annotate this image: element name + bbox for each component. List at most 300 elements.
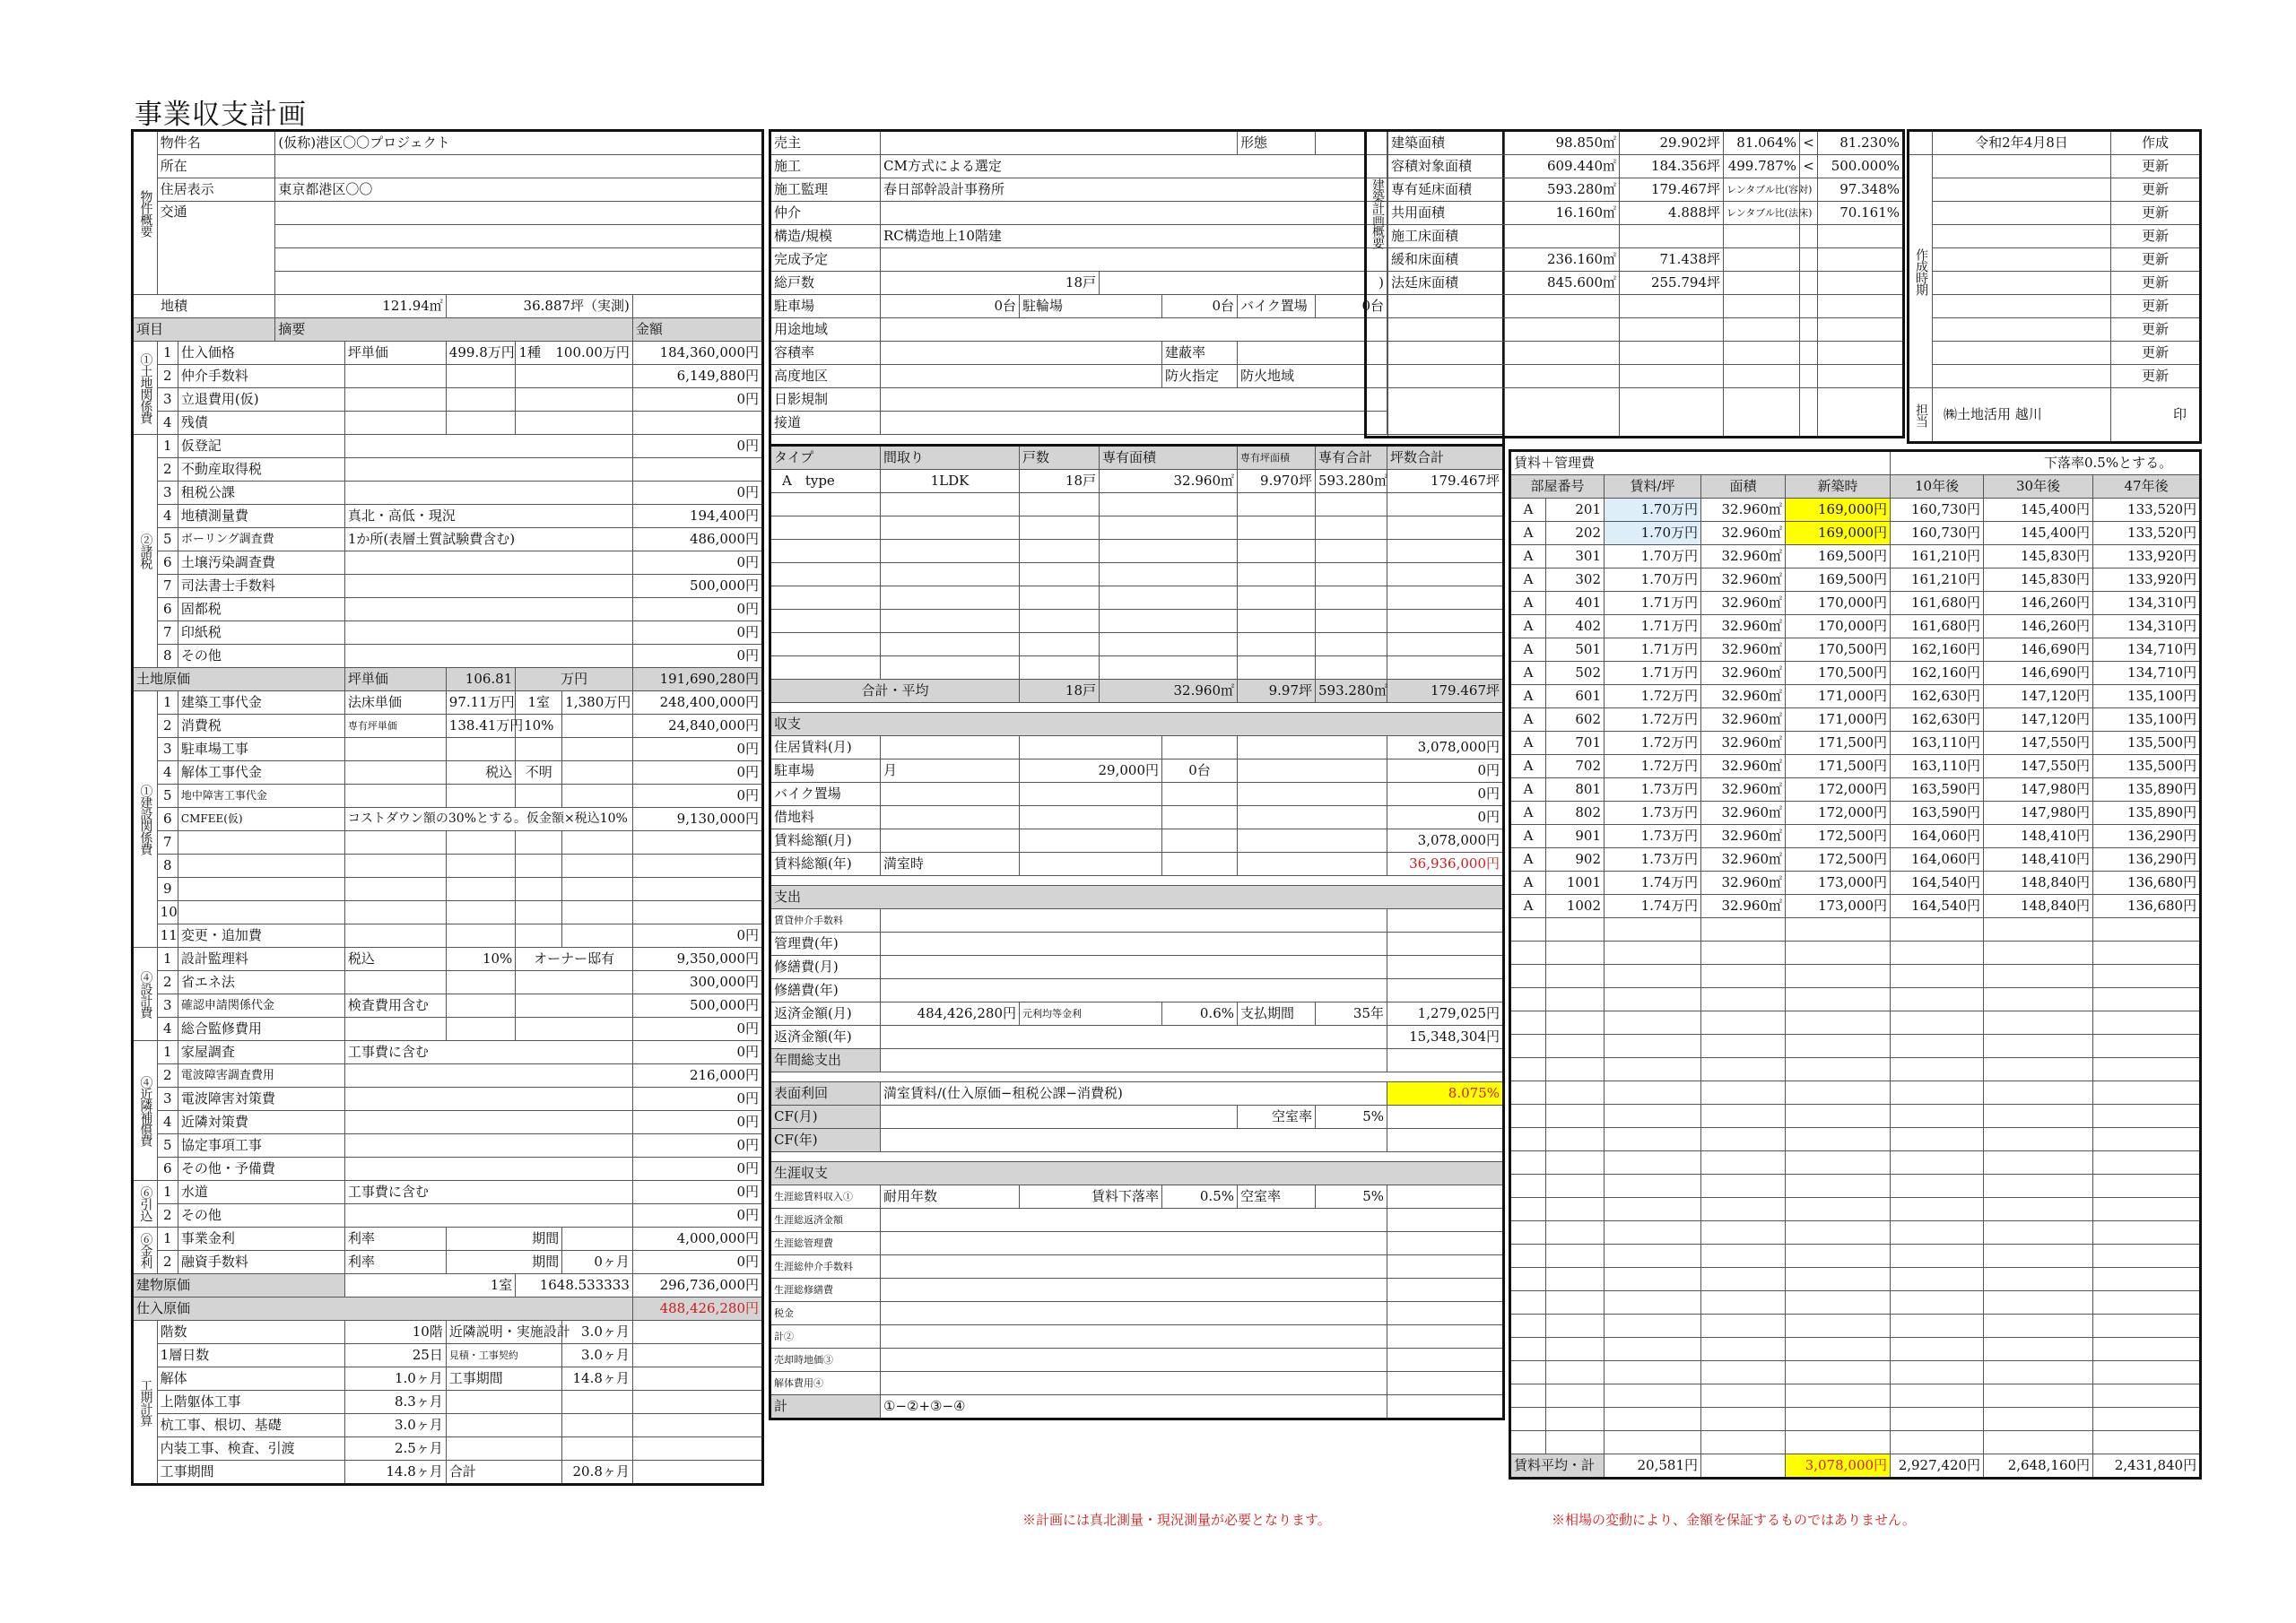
rent-new: 173,000円	[1786, 872, 1891, 895]
repay-year-amount: 15,348,304円	[1387, 1026, 1504, 1049]
empty	[1701, 1058, 1786, 1081]
cost-row	[133, 388, 763, 412]
row-amount: 0円	[632, 785, 762, 808]
empty	[1020, 516, 1100, 540]
empty	[1510, 1128, 1546, 1151]
rent-47y: 133,920円	[2093, 545, 2201, 568]
transport-value	[275, 202, 763, 225]
empty	[881, 1255, 1387, 1279]
row-memo	[344, 621, 632, 645]
building-limit	[1818, 248, 1904, 272]
empty	[1701, 1315, 1786, 1338]
row-memo	[344, 1134, 632, 1158]
type-head: タイプ	[770, 446, 881, 470]
head-item: 項目	[133, 318, 275, 342]
schedule-value: 1.0ヶ月	[344, 1367, 446, 1391]
row-name: 仕入価格	[178, 342, 344, 365]
row-amount: 0円	[632, 1251, 762, 1274]
empty	[1510, 942, 1546, 965]
empty	[1701, 942, 1786, 965]
empty	[1984, 1245, 2093, 1268]
empty	[1366, 295, 1388, 318]
owner-value: ㈱土地活用 越川	[1933, 388, 2111, 443]
rent-per-tsubo: 1.73万円	[1605, 778, 1701, 802]
row-no: 3	[157, 738, 178, 761]
empty	[881, 1302, 1387, 1325]
life-item: 売却時地価③	[770, 1349, 881, 1372]
empty	[1387, 1279, 1504, 1302]
rent-row	[1510, 778, 2201, 802]
building-m2: 845.600㎡	[1505, 272, 1620, 295]
building-row	[1366, 248, 1904, 272]
rent-30y: 145,830円	[1984, 545, 2093, 568]
rent-area: 32.960㎡	[1701, 778, 1786, 802]
expense-row	[770, 933, 1504, 956]
schedule-value: 10階	[344, 1321, 446, 1344]
rent-room: 301	[1546, 545, 1605, 568]
cost-row	[133, 598, 763, 621]
empty	[1316, 540, 1387, 563]
address-label: 住居表示	[157, 178, 275, 202]
row-no: 1	[157, 1041, 178, 1064]
form-label: 形態	[1238, 131, 1316, 155]
schedule-item2	[446, 1391, 562, 1414]
rent-47y: 134,310円	[2093, 615, 2201, 638]
row-amount: 24,840,000円	[632, 715, 762, 738]
row-memo2	[446, 412, 515, 435]
row-no: 8	[157, 855, 178, 878]
name-label: 物件名	[157, 131, 275, 155]
vacancy-label: 空室率	[1238, 1106, 1316, 1129]
row-memo2	[446, 994, 515, 1018]
schedule-value2: 3.0ヶ月	[562, 1344, 633, 1367]
cost-row	[133, 505, 763, 528]
bcr-label: 建蔽率	[1162, 342, 1238, 365]
empty	[1701, 1431, 1786, 1454]
bicycle-value: 0台	[1162, 295, 1238, 318]
empty	[1546, 942, 1605, 965]
row-no: 8	[157, 645, 178, 668]
rent-10y: 163,590円	[1891, 778, 1984, 802]
empty	[1891, 1035, 1984, 1058]
empty	[1546, 1221, 1605, 1245]
rent-47y: 135,100円	[2093, 708, 2201, 732]
row-amount: 0円	[632, 551, 762, 575]
empty	[770, 633, 881, 656]
rent-head: 47年後	[2093, 475, 2201, 499]
empty	[1546, 1431, 1605, 1454]
rent-room: 302	[1546, 568, 1605, 592]
building-op	[1800, 225, 1818, 248]
rent-room: 701	[1546, 732, 1605, 755]
expense-item: 賃貸仲介手数料	[770, 909, 881, 933]
type-head: 専有合計	[1316, 446, 1387, 470]
row-amount	[632, 855, 762, 878]
note-survey: ※計画には真北測量・現況測量が必要となります。	[1022, 1512, 1331, 1528]
cost-row	[133, 924, 763, 948]
row-memo4: 1,380万円	[562, 691, 633, 715]
income-count	[1162, 853, 1238, 876]
row-no: 2	[157, 1251, 178, 1274]
row-name: 地積測量費	[178, 505, 344, 528]
empty	[1891, 1384, 1984, 1408]
rent-area: 32.960㎡	[1701, 638, 1786, 662]
building-m2: 609.440㎡	[1505, 155, 1620, 178]
empty	[2093, 918, 2201, 942]
empty	[2093, 1198, 2201, 1221]
empty	[1786, 1058, 1891, 1081]
rent-type: A	[1510, 662, 1546, 685]
schedule-value2	[562, 1414, 633, 1437]
row-memo3	[516, 785, 562, 808]
row-name: 残債	[178, 412, 344, 435]
land-m2: 121.94㎡	[275, 295, 446, 318]
row-memo: 坪単価	[344, 342, 446, 365]
section-label: ②諸税	[133, 435, 158, 668]
empty	[1546, 918, 1605, 942]
rent-row	[1510, 872, 2201, 895]
cost-row	[133, 715, 763, 738]
building-item: 容積対象面積	[1388, 155, 1505, 178]
cost-row	[133, 878, 763, 901]
empty	[1387, 1302, 1504, 1325]
cost-row	[133, 1111, 763, 1134]
row-no: 6	[157, 551, 178, 575]
rent-type: A	[1510, 568, 1546, 592]
row-no: 5	[157, 785, 178, 808]
empty	[1909, 131, 1933, 155]
repay-month-label: 返済金額(月)	[770, 1002, 881, 1026]
empty	[1387, 979, 1504, 1002]
cost-row	[133, 901, 763, 924]
update-date	[1933, 295, 2111, 318]
empty	[1605, 1361, 1701, 1384]
life-row	[770, 1255, 1504, 1279]
section-label: ⑥金利	[133, 1228, 158, 1274]
empty	[1786, 1245, 1891, 1268]
rent-30y: 148,840円	[1984, 872, 2093, 895]
owner-label: 担当	[1909, 388, 1933, 443]
row-memo4	[562, 785, 633, 808]
rent-row	[1510, 662, 2201, 685]
rent-new: 172,500円	[1786, 848, 1891, 872]
building-limit	[1818, 225, 1904, 248]
empty	[2093, 1408, 2201, 1431]
rent-per-tsubo: 1.74万円	[1605, 895, 1701, 918]
transport-label: 交通	[157, 202, 275, 295]
row-memo3	[516, 971, 633, 994]
empty	[770, 493, 881, 516]
empty	[1238, 656, 1316, 680]
empty	[1100, 563, 1238, 586]
schedule-item: 上階躯体工事	[157, 1391, 344, 1414]
empty	[1786, 918, 1891, 942]
empty	[1510, 1035, 1546, 1058]
row-name	[178, 831, 344, 855]
row-name: 固都税	[178, 598, 344, 621]
row-memo2	[446, 878, 515, 901]
empty	[1891, 1338, 1984, 1361]
row-amount: 500,000円	[632, 994, 762, 1018]
rent-head: 部屋番号	[1510, 475, 1605, 499]
empty	[881, 1325, 1387, 1349]
rent-area: 32.960㎡	[1701, 872, 1786, 895]
income-memo: 月	[881, 759, 1020, 783]
expense-row	[770, 979, 1504, 1002]
empty	[1724, 342, 1800, 365]
empty	[1984, 1081, 2093, 1105]
rent-30y: 145,400円	[1984, 522, 2093, 545]
income-row	[770, 759, 1504, 783]
rent-room: 1002	[1546, 895, 1605, 918]
rent-row	[1510, 755, 2201, 778]
empty	[1800, 295, 1818, 318]
empty	[881, 516, 1020, 540]
life-total-label: 計	[770, 1395, 881, 1419]
empty	[1891, 1245, 1984, 1268]
rent-label: 賃料＋管理費	[1510, 451, 1891, 475]
empty	[770, 656, 881, 680]
update-date	[1933, 225, 2111, 248]
empty	[1387, 586, 1504, 610]
empty	[632, 1414, 762, 1437]
row-memo: 1か所(表層土質試験費含む)	[344, 528, 632, 551]
empty	[1546, 1081, 1605, 1105]
type-cell: 593.280㎡	[1316, 470, 1387, 493]
row-name: その他	[178, 1204, 344, 1228]
empty	[1800, 318, 1818, 342]
row-name	[178, 855, 344, 878]
empty	[1701, 1198, 1786, 1221]
building-item: 専有延床面積	[1388, 178, 1505, 202]
income-value	[1020, 783, 1162, 806]
empty	[2093, 1315, 2201, 1338]
cost-table	[131, 129, 764, 1486]
empty	[1316, 493, 1387, 516]
row-name: 駐車場工事	[178, 738, 344, 761]
empty	[1786, 1175, 1891, 1198]
info-value	[881, 248, 1387, 272]
empty	[1891, 1408, 1984, 1431]
row-memo3: 100.00万円	[516, 342, 633, 365]
empty	[1238, 736, 1387, 759]
row-memo3: 0ヶ月	[562, 1251, 633, 1274]
empty	[1238, 829, 1387, 853]
row-memo	[344, 1088, 632, 1111]
empty	[2093, 942, 2201, 965]
income-item: 借地料	[770, 806, 881, 829]
empty	[1505, 388, 1620, 438]
row-no: 3	[157, 994, 178, 1018]
row-no: 2	[157, 458, 178, 482]
empty	[1546, 1408, 1605, 1431]
rent-10y: 162,160円	[1891, 662, 1984, 685]
row-name: 電波障害対策費	[178, 1088, 344, 1111]
empty	[881, 540, 1020, 563]
empty	[1786, 1431, 1891, 1454]
empty	[1387, 1395, 1504, 1419]
cost-row	[133, 365, 763, 388]
empty	[1546, 1011, 1605, 1035]
empty	[1387, 1106, 1504, 1129]
row-memo4	[562, 831, 633, 855]
empty	[881, 1349, 1387, 1372]
vac-label: 空室率	[1238, 1185, 1316, 1209]
info-value: CM方式による選定	[881, 155, 1387, 178]
row-memo2	[446, 738, 515, 761]
empty	[632, 1321, 762, 1344]
empty	[881, 610, 1020, 633]
repay-month-amount: 1,279,025円	[1387, 1002, 1504, 1026]
row-no: 2	[157, 1064, 178, 1088]
empty	[1701, 1081, 1786, 1105]
updated-label: 更新	[2111, 318, 2201, 342]
empty	[881, 1049, 1387, 1072]
row-no: 10	[157, 901, 178, 924]
empty	[1387, 909, 1504, 933]
rent-row	[1510, 638, 2201, 662]
rent-per-tsubo: 1.72万円	[1605, 755, 1701, 778]
empty	[1701, 1291, 1786, 1315]
vacancy-value: 5%	[1316, 1106, 1387, 1129]
cf-year-label: CF(年)	[770, 1129, 881, 1152]
row-memo3	[516, 924, 562, 948]
row-amount: 0円	[632, 1181, 762, 1204]
empty	[1724, 295, 1800, 318]
row-name: 変更・追加費	[178, 924, 344, 948]
rent-head: 10年後	[1891, 475, 1984, 499]
expense-label: 支出	[770, 886, 1504, 909]
updated-label: 更新	[2111, 248, 2201, 272]
row-name: 水道	[178, 1181, 344, 1204]
empty	[2093, 1011, 2201, 1035]
rent-new: 170,000円	[1786, 592, 1891, 615]
rent-type: A	[1510, 499, 1546, 522]
empty	[1605, 1035, 1701, 1058]
far-label: 容積率	[770, 342, 881, 365]
yield-label: 表面利回	[770, 1082, 881, 1106]
row-memo	[344, 1018, 446, 1041]
row-name: その他・予備費	[178, 1158, 344, 1181]
empty	[1238, 540, 1316, 563]
income-item: バイク置場	[770, 783, 881, 806]
seller-label: 売主	[770, 131, 881, 155]
empty	[1701, 1011, 1786, 1035]
cost-row	[133, 785, 763, 808]
row-no: 5	[157, 528, 178, 551]
cost-row	[133, 1251, 763, 1274]
rent-per-tsubo: 1.72万円	[1605, 685, 1701, 708]
period-label: 工事期間	[157, 1461, 344, 1485]
empty	[1388, 295, 1505, 318]
bike-value: 0台	[1316, 295, 1387, 318]
head-amount: 金額	[632, 318, 762, 342]
row-memo	[344, 855, 446, 878]
schedule-row	[133, 1437, 763, 1461]
schedule-item2: 近隣説明・実施設計	[446, 1321, 562, 1344]
section-label: 工期計算	[133, 1321, 158, 1485]
row-no: 6	[157, 598, 178, 621]
row-name: ボーリング調査費	[178, 528, 344, 551]
empty	[2093, 1175, 2201, 1198]
row-amount: 216,000円	[632, 1064, 762, 1088]
row-no: 3	[157, 1088, 178, 1111]
rent-10y: 160,730円	[1891, 522, 1984, 545]
updated-label: 更新	[2111, 155, 2201, 178]
row-amount: 0円	[632, 388, 762, 412]
row-memo2: 499.8万円 1種	[446, 342, 515, 365]
empty	[770, 610, 881, 633]
rent-type: A	[1510, 732, 1546, 755]
building-tsubo: 184.356坪	[1620, 155, 1724, 178]
purchase-cost-label: 仕入原価	[133, 1298, 633, 1321]
schedule-value2	[562, 1391, 633, 1414]
row-memo2: 期間	[446, 1251, 562, 1274]
empty	[1387, 540, 1504, 563]
row-memo	[344, 924, 446, 948]
section-label: ⑥引込	[133, 1181, 158, 1228]
empty	[1605, 1338, 1701, 1361]
empty	[1316, 586, 1387, 610]
row-memo	[344, 785, 446, 808]
row-no: 1	[157, 691, 178, 715]
income-item: 賃料総額(年)	[770, 853, 881, 876]
life-row	[770, 1279, 1504, 1302]
row-memo3: 10%	[516, 715, 562, 738]
empty	[1605, 1431, 1701, 1454]
vac-value: 5%	[1316, 1185, 1387, 1209]
row-name: 建築工事代金	[178, 691, 344, 715]
rent-type: A	[1510, 825, 1546, 848]
schedule-value: 25日	[344, 1344, 446, 1367]
rent-10y: 164,060円	[1891, 848, 1984, 872]
empty	[632, 1461, 762, 1485]
type-head: 間取り	[881, 446, 1020, 470]
row-memo2	[446, 365, 515, 388]
period-value: 14.8ヶ月	[344, 1461, 446, 1485]
empty	[1605, 1384, 1701, 1408]
life-item: 生涯総仲介手数料	[770, 1255, 881, 1279]
cost-row	[133, 412, 763, 435]
row-memo4	[562, 715, 633, 738]
building-op	[1800, 272, 1818, 295]
row-memo3	[516, 878, 562, 901]
row-memo	[344, 738, 446, 761]
empty	[1984, 1384, 2093, 1408]
empty	[1388, 365, 1505, 388]
row-memo3	[516, 831, 562, 855]
empty	[2093, 1338, 2201, 1361]
empty	[1388, 388, 1505, 438]
rent-total-label: 賃料平均・計	[1510, 1454, 1605, 1479]
rent-new: 171,500円	[1786, 755, 1891, 778]
row-memo4	[562, 855, 633, 878]
rent-type: A	[1510, 708, 1546, 732]
row-memo3	[516, 365, 633, 388]
empty	[1100, 656, 1238, 680]
rent-row	[1510, 499, 2201, 522]
schedule-row	[133, 1367, 763, 1391]
head-summary: 摘要	[275, 318, 632, 342]
rent-type: A	[1510, 848, 1546, 872]
rent-row	[1510, 708, 2201, 732]
row-no: 1	[157, 1181, 178, 1204]
row-memo2	[446, 831, 515, 855]
schedule-row	[133, 1344, 763, 1367]
rent-total-new: 3,078,000円	[1786, 1454, 1891, 1479]
type-cell: A type	[770, 470, 881, 493]
row-amount: 0円	[632, 1041, 762, 1064]
